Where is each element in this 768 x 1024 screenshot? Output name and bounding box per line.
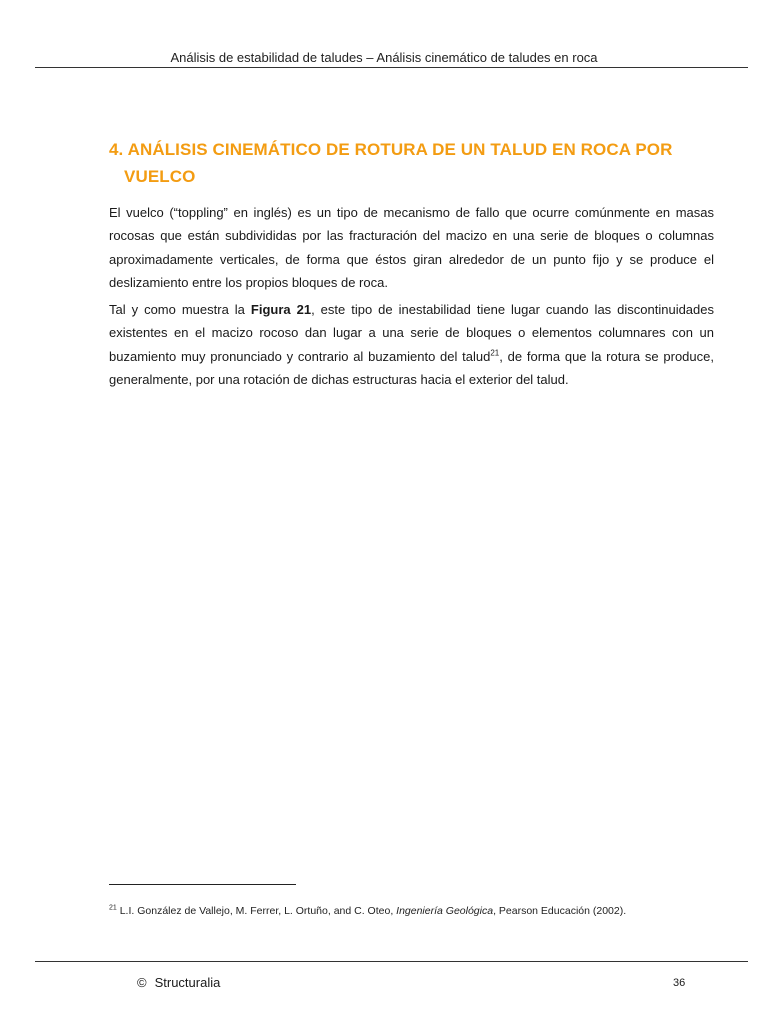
footnote-publisher: , Pearson Educación (2002). — [493, 905, 627, 917]
section-heading-line2: VUELCO — [124, 167, 196, 186]
paragraph-2-middle: , este tipo de inestabilidad tiene lugar cuando las discontinuidades existentes en el macizo rocoso dan lugar a una serie de bloques o elementos columnares con un buzamiento muy pronunciado y contrario al buzamiento del talud — [109, 302, 715, 364]
paragraph-1-text: El vuelco (“toppling” en inglés) es un tipo de mecanismo de fallo que ocurre comúnmente en masas rocosas que están subdivididas por las fracturación del macizo en una serie de bloques o columnas aproximadamente verticales, de forma que éstos giran alrededor de un punto fijo y se produce el deslizamiento entre los propios bloques de roca. — [109, 205, 714, 291]
paragraph-2-end: , de forma que la rotura se produce, generalmente, por una rotación de dichas estructuras hacia el exterior del talud. — [109, 348, 714, 388]
paragraph-vuelco-definition — [109, 201, 714, 295]
section-heading — [109, 136, 719, 190]
copyright-icon: © — [137, 975, 147, 990]
footnote — [109, 905, 729, 917]
running-header-text: Análisis de estabilidad de taludes – Análisis cinemático de taludes en roca — [170, 50, 598, 65]
footnote-authors: L.I. González de Vallejo, M. Ferrer, L. Ortuño, and C. Oteo, — [116, 905, 397, 917]
section-heading-line1: 4. ANÁLISIS CINEMÁTICO DE ROTURA DE UN TALUD EN ROCA POR — [109, 140, 673, 159]
footnote-divider — [109, 884, 296, 885]
paragraph-figure-reference — [109, 298, 714, 392]
footnote-marker: 21 — [490, 348, 500, 358]
footnote-book-title: Ingeniería Geológica — [396, 905, 494, 917]
footer-copyright — [137, 975, 220, 990]
header-divider — [35, 67, 748, 68]
footer-publisher: Structuralia — [154, 975, 221, 990]
footnote-number: 21 — [109, 904, 117, 912]
footer-divider — [35, 961, 748, 962]
figure-reference: Figura 21 — [250, 302, 312, 317]
paragraph-2-start: Tal y como muestra la — [109, 302, 251, 317]
page-number: 36 — [673, 977, 686, 989]
running-header — [0, 50, 768, 65]
